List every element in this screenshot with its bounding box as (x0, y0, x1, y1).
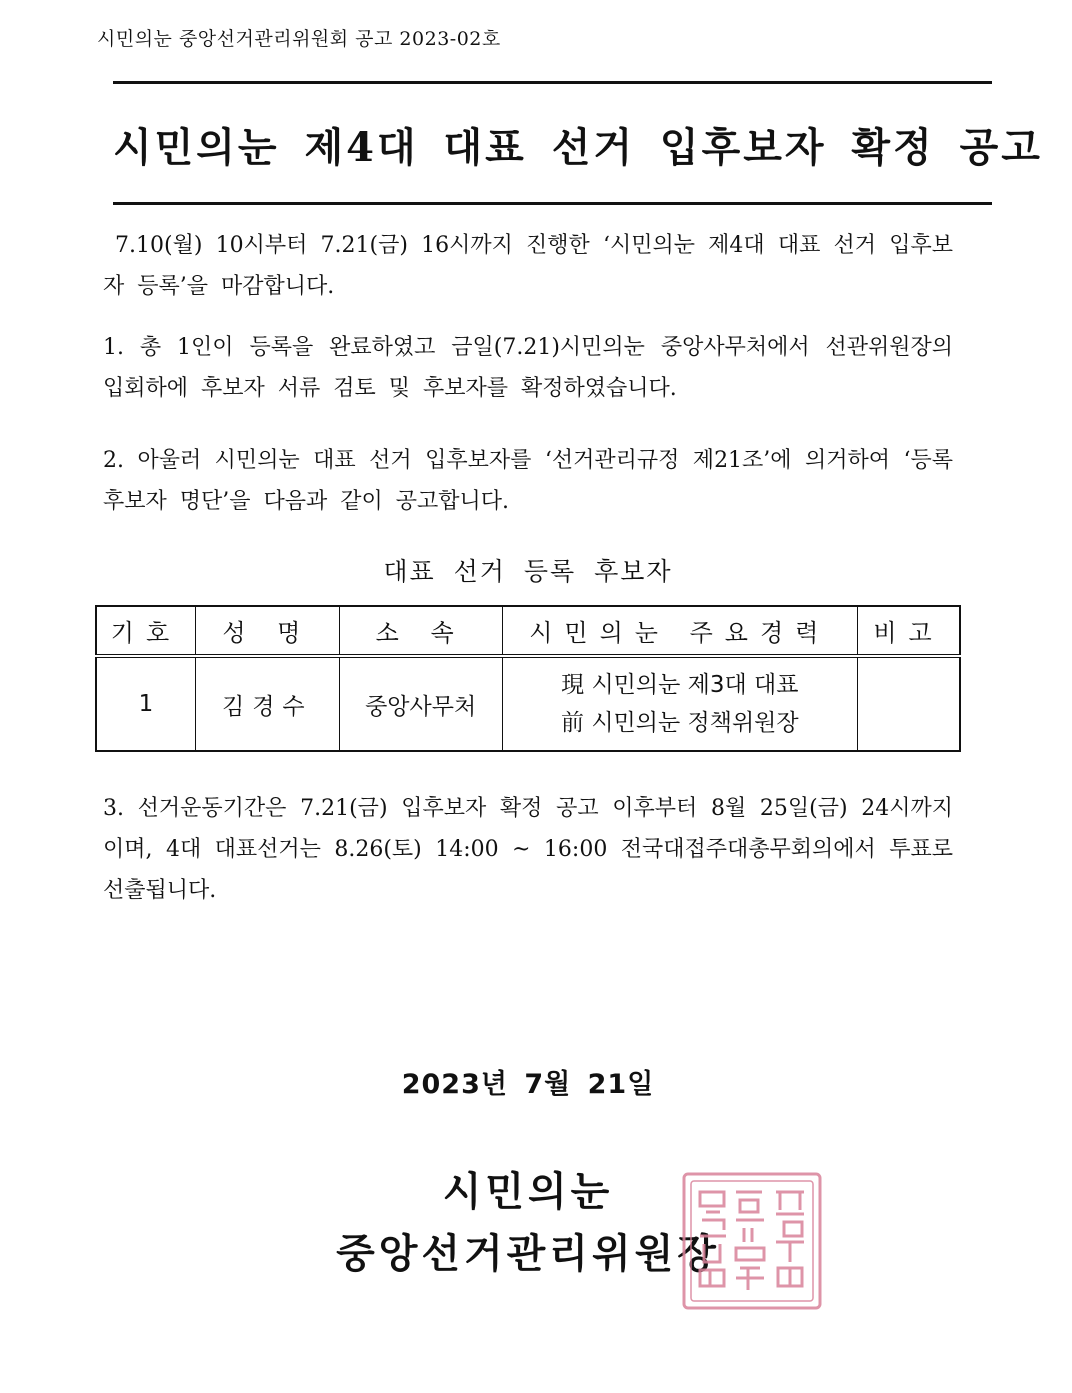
table-header-row (96, 606, 960, 656)
cell-note (858, 656, 960, 751)
header-note: 비고 (858, 606, 960, 656)
notice-number: 시민의눈 중앙선거관리위원회 공고 2023-02호 (97, 28, 501, 50)
paragraph-item-2: 2. 아울러 시민의눈 대표 선거 입후보자를 ‘선거관리규정 제21조’에 의거하여 ‘등록 후보자 명단’을 다음과 같이 공고합니다. (103, 448, 953, 514)
career-line-2: 前 시민의눈 정책위원장 (561, 710, 799, 736)
cell-number: 1 (96, 656, 195, 751)
paragraph-item-1: 1. 총 1인이 등록을 완료하였고 금일(7.21)시민의눈 중앙사무처에서 선관위원장의 입회하에 후보자 서류 검토 및 후보자를 확정하였습니다. (103, 335, 953, 401)
cell-affiliation: 중앙사무처 (339, 656, 502, 751)
signature-org-line-2: 중앙선거관리위원장 (336, 1230, 720, 1277)
paragraph-item-3: 3. 선거운동기간은 7.21(금) 입후보자 확정 공고 이후부터 8월 25일(금) 24시까지 이며, 4대 대표선거는 8.26(토) 14:00 ~ 16:00 전국대접주대총무회의에서 투표로 선출됩니다. (103, 796, 953, 903)
title-bottom-rule (113, 202, 992, 205)
title-top-rule (113, 81, 992, 84)
candidate-table (95, 605, 961, 752)
table-row (96, 656, 960, 751)
table-title: 대표 선거 등록 후보자 (383, 557, 673, 586)
career-line-1: 現 시민의눈 제3대 대표 (561, 672, 799, 698)
signature-org-line-1: 시민의눈 (442, 1168, 614, 1215)
header-affiliation: 소 속 (339, 606, 502, 656)
official-seal-icon (680, 1170, 824, 1312)
header-number: 기호 (96, 606, 195, 656)
header-name: 성 명 (195, 606, 339, 656)
cell-name: 김경수 (195, 656, 339, 751)
announcement-date: 2023년 7월 21일 (401, 1069, 655, 1100)
header-career: 시민의눈 주요경력 (502, 606, 858, 656)
cell-career (502, 656, 858, 751)
document-title: 시민의눈 제4대 대표 선거 입후보자 확정 공고 (113, 124, 1043, 171)
intro-paragraph: 7.10(월) 10시부터 7.21(금) 16시까지 진행한 ‘시민의눈 제4대 대표 선거 입후보자 등록’을 마감합니다. (103, 233, 953, 299)
